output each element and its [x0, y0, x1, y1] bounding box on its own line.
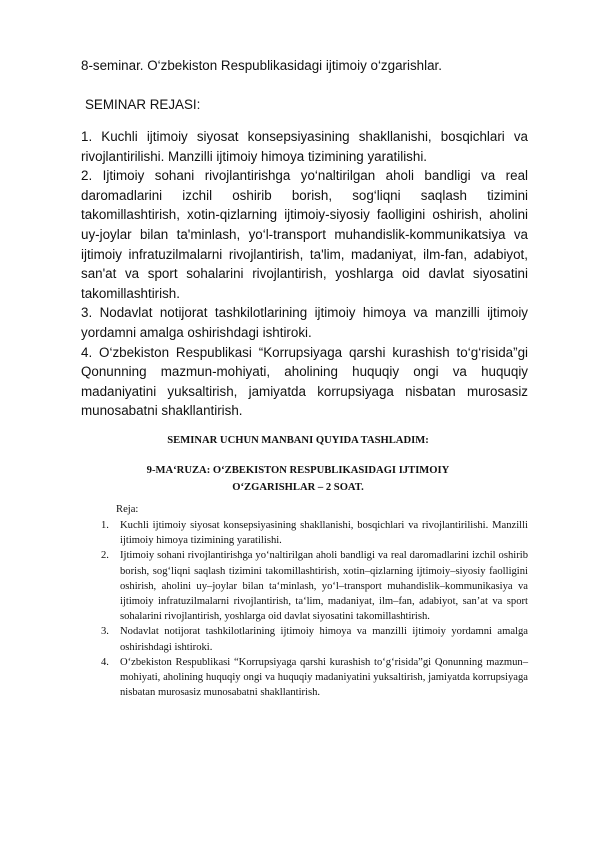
lecture-title: 9-MA‘RUZA: O‘ZBEKISTON RESPUBLIKASIDAGI IJTIMOIY O‘ZGARISHLAR – 2 SOAT.	[146, 465, 450, 493]
plan-item-1: 1. Kuchli ijtimoiy siyosat konsepsiyasining shakllanishi, bosqichlari va rivojlantirilishi. Manzilli ijtimoiy himoya tizimining yaratilishi.	[81, 129, 528, 164]
lecture-plan-list	[101, 518, 528, 700]
plan-item-3: 3. Nodavlat notijorat tashkilotlarining ijtimoiy himoya va manzilli ijtimoiy yordamni amalga oshirishdagi ishtiroki.	[81, 305, 528, 340]
list-number: 3.	[101, 626, 109, 638]
seminar-plan-list	[81, 127, 528, 421]
lecture-item-4	[101, 655, 528, 701]
lecture-item-3	[101, 624, 528, 654]
seminar-title: 8-seminar. O‘zbekiston Respublikasidagi ijtimoiy o‘zgarishlar.	[81, 58, 442, 73]
list-item-text: O‘zbekiston Respublikasi “Korrupsiyaga qarshi kurashish to‘g‘risida”gi Qonunning mazmun–mohiyati, aholining huquqiy ongi va huquqiy madaniyatini yuksaltirish, jamiyatda korrupsiyaga nisbatan murosasiz munosabatni shakllantirish.	[120, 656, 528, 699]
lecture-item-2	[101, 548, 528, 624]
list-item-text: Kuchli ijtimoiy siyosat konsepsiyasining shakllanishi, bosqichlari va rivojlantirilishi. Manzilli ijtimoiy himoya tizimining yaratilishi.	[120, 520, 528, 547]
list-number: 2.	[101, 550, 109, 562]
list-number: 4.	[101, 656, 109, 668]
list-item-text: Nodavlat notijorat tashkilotlarining ijtimoiy himoya va manzilli ijtimoiy yordamni amalga oshirishdagi ishtiroki.	[120, 626, 528, 653]
lecture-item-1	[101, 518, 528, 548]
list-number: 1.	[101, 520, 109, 531]
seminar-plan-heading: SEMINAR REJASI:	[85, 97, 201, 112]
reja-label: Reja:	[116, 504, 139, 515]
list-item-text: Ijtimoiy sohani rivojlantirishga yo‘naltirilgan aholi bandligi va real daromadlarini izchil oshirib borish, sog‘liqni saqlash tizimini takomillashtirish, xotin–qizlarning ijtimoiy–siyosiy faolligini oshirish, aholini uy–joylar bilan ta‘minlash, yo‘l–transport muhandislik–kommunikasiya va ijtimoiy infratuzilmalarni rivojlantirish, ta‘lim, madaniyat, ilm–fan, adabiyot, san’at va sport sohalarini rivojlantirish, yoshlarga oid davlat siyosatini takomillashtirish.	[120, 550, 528, 623]
source-heading: SEMINAR UCHUN MANBANI QUYIDA TASHLADIM:	[167, 435, 429, 446]
plan-item-4: 4. O‘zbekiston Respublikasi “Korrupsiyaga qarshi kurashish to‘g‘risida”gi Qonunning mazmun-mohiyati, aholining huquqiy ongi va huquqiy madaniyatini yuksaltirish, jamiyatda korrupsiyaga nisbatan murosasiz munosabatni shakllantirish.	[81, 344, 528, 419]
plan-item-2: 2. Ijtimoiy sohani rivojlantirishga yo‘naltirilgan aholi bandligi va real daromadlarini izchil oshirib borish, sog‘liqni saqlash tizimini takomillashtirish, xotin-qizlarning ijtimoiy-siyosiy faolligini oshirish, aholini uy-joylar bilan ta'minlash, yo‘l-transport muhandislik-kommunikatsiya va ijtimoiy infratuzilmalarni rivojlantirish, ta'lim, madaniyat, ilm-fan, adabiyot, san'at va sport sohalarini rivojlantirish, yoshlarga oid davlat siyosatini takomillashtirish.	[81, 168, 528, 301]
